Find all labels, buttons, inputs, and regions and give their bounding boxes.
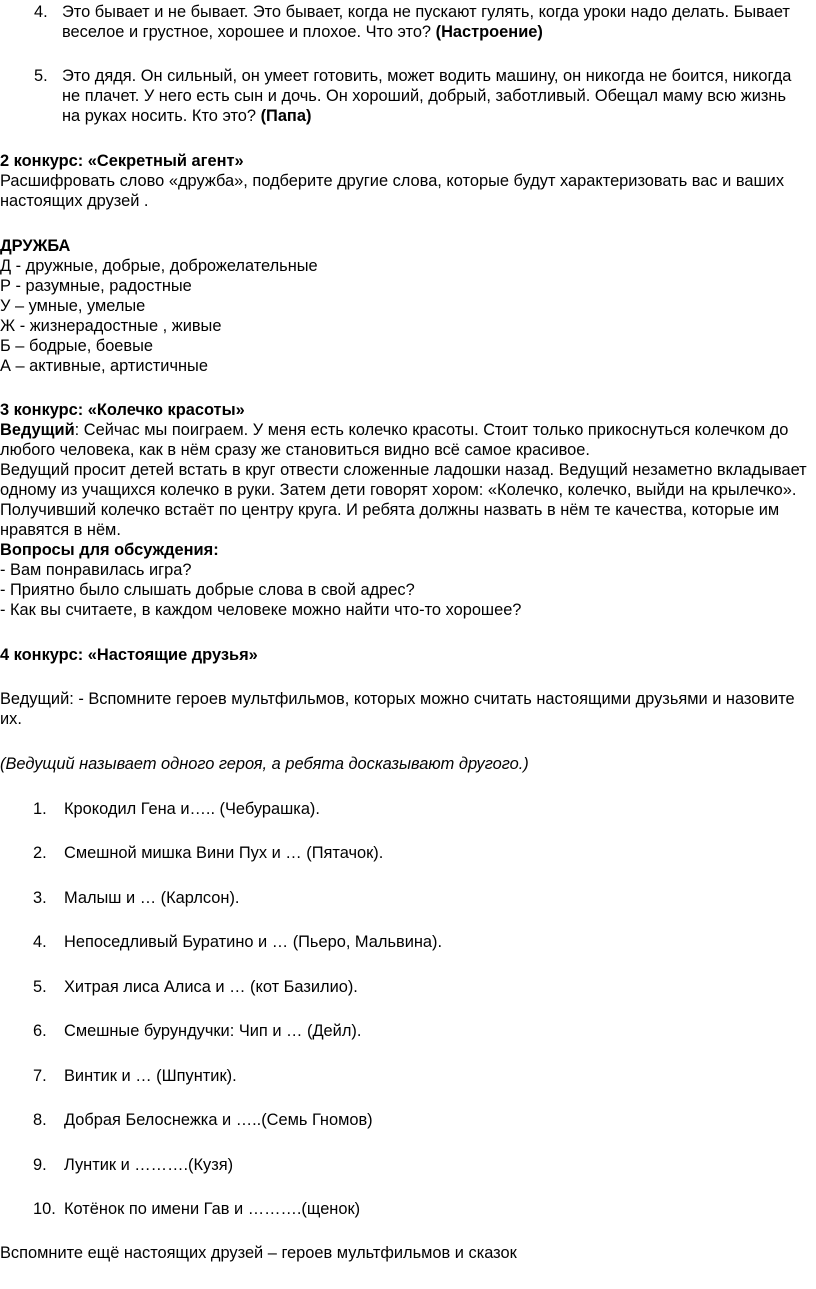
contest-4-title: 4 конкурс: «Настоящие друзья» [0, 646, 258, 664]
host-text: : Сейчас мы поиграем. У меня есть колечко красоты. Стоит только прикоснуться колечком до любого человека, как в нём сразу же становиться видно всё самое красивое. [0, 421, 789, 459]
hero-number: 9. [33, 1156, 47, 1174]
hero-pair-item [33, 799, 793, 819]
hero-number: 7. [33, 1067, 47, 1085]
friendship-word: ДРУЖБА [0, 237, 71, 255]
question-line: - Как вы считаете, в каждом человеке можно найти что-то хорошее? [0, 601, 522, 619]
letter-line: Б – бодрые, боевые [0, 337, 154, 355]
riddle-item [34, 2, 804, 42]
letter-line: Ж - жизнерадостные , живые [0, 317, 222, 335]
hero-number: 4. [33, 933, 47, 951]
riddle-number: 5. [34, 67, 48, 85]
hero-pair-item [33, 977, 793, 997]
hero-pair-item [33, 1155, 793, 1175]
riddle-number: 4. [34, 3, 48, 21]
hero-text: Малыш и … (Карлсон). [64, 889, 240, 907]
contest-3-host-speech [0, 420, 814, 460]
hero-pair-item [33, 932, 793, 952]
letter-line: У – умные, умелые [0, 297, 146, 315]
question-line: - Вам понравилась игра? [0, 561, 192, 579]
hero-text: Добрая Белоснежка и …..(Семь Гномов) [64, 1111, 373, 1129]
hero-number: 8. [33, 1111, 47, 1129]
hero-number: 10. [33, 1200, 56, 1218]
riddle-item [34, 66, 804, 126]
questions-title: Вопросы для обсуждения: [0, 541, 219, 559]
hero-text: Хитрая лиса Алиса и … (кот Базилио). [64, 978, 358, 996]
hero-text: Котёнок по имени Гав и ……….(щенок) [64, 1200, 361, 1218]
letter-line: Д - дружные, добрые, доброжелательные [0, 257, 318, 275]
hero-number: 1. [33, 800, 47, 818]
riddle-answer: (Папа) [260, 107, 312, 125]
hero-number: 2. [33, 844, 47, 862]
hero-text: Смешной мишка Вини Пух и … (Пятачок). [64, 844, 384, 862]
hero-text: Крокодил Гена и….. (Чебурашка). [64, 800, 320, 818]
contest-3-rules: Ведущий просит детей встать в круг отвести сложенные ладошки назад. Ведущий незаметно вкладывает одному из учащихся колечко в руки. Затем дети говорят хором: «Колечко, колечко, выйди на крылечко». Получивший колечко встаёт по центру круга. И ребята должны назвать в нём те качества, которые им нравятся в нём. [0, 461, 807, 539]
riddle-text: Это дядя. Он сильный, он умеет готовить, может водить машину, он никогда не боится, никогда не плачет. У него есть сын и дочь. Он хороший, добрый, заботливый. Обещал маму всю жизнь на руках носить. Кто это? [62, 67, 792, 125]
hero-pair-item [33, 1066, 793, 1086]
hero-pair-item [33, 1199, 793, 1219]
contest-2-title: 2 конкурс: «Секретный агент» [0, 152, 244, 170]
hero-pair-item [33, 888, 793, 908]
letter-line: Р - разумные, радостные [0, 277, 192, 295]
riddle-answer: (Настроение) [435, 23, 543, 41]
contest-4-host-speech: Ведущий: - Вспомните героев мультфильмов, которых можно считать настоящими друзьями и назовите их. [0, 690, 795, 728]
hero-pair-item [33, 843, 793, 863]
contest-3-title: 3 конкурс: «Колечко красоты» [0, 401, 245, 419]
hero-pair-item [33, 1021, 793, 1041]
contest-4-note: (Ведущий называет одного героя, а ребята досказывают другого.) [0, 755, 529, 773]
hero-pair-item [33, 1110, 793, 1130]
hero-number: 3. [33, 889, 47, 907]
hero-text: Смешные бурундучки: Чип и … (Дейл). [64, 1022, 362, 1040]
host-label: Ведущий [0, 421, 75, 439]
hero-number: 5. [33, 978, 47, 996]
hero-text: Непоседливый Буратино и … (Пьеро, Мальвина). [64, 933, 443, 951]
closing-line: Вспомните ещё настоящих друзей – героев мультфильмов и сказок [0, 1244, 517, 1262]
contest-2-intro: Расшифровать слово «дружба», подберите другие слова, которые будут характеризовать вас и ваших настоящих друзей . [0, 172, 785, 210]
hero-text: Лунтик и ……….(Кузя) [64, 1156, 234, 1174]
letter-line: А – активные, артистичные [0, 357, 208, 375]
hero-text: Винтик и … (Шпунтик). [64, 1067, 237, 1085]
riddle-text: Это бывает и не бывает. Это бывает, когда не пускают гулять, когда уроки надо делать. Бывает веселое и грустное, хорошее и плохое. Что это? [62, 3, 790, 41]
hero-number: 6. [33, 1022, 47, 1040]
question-line: - Приятно было слышать добрые слова в свой адрес? [0, 581, 415, 599]
